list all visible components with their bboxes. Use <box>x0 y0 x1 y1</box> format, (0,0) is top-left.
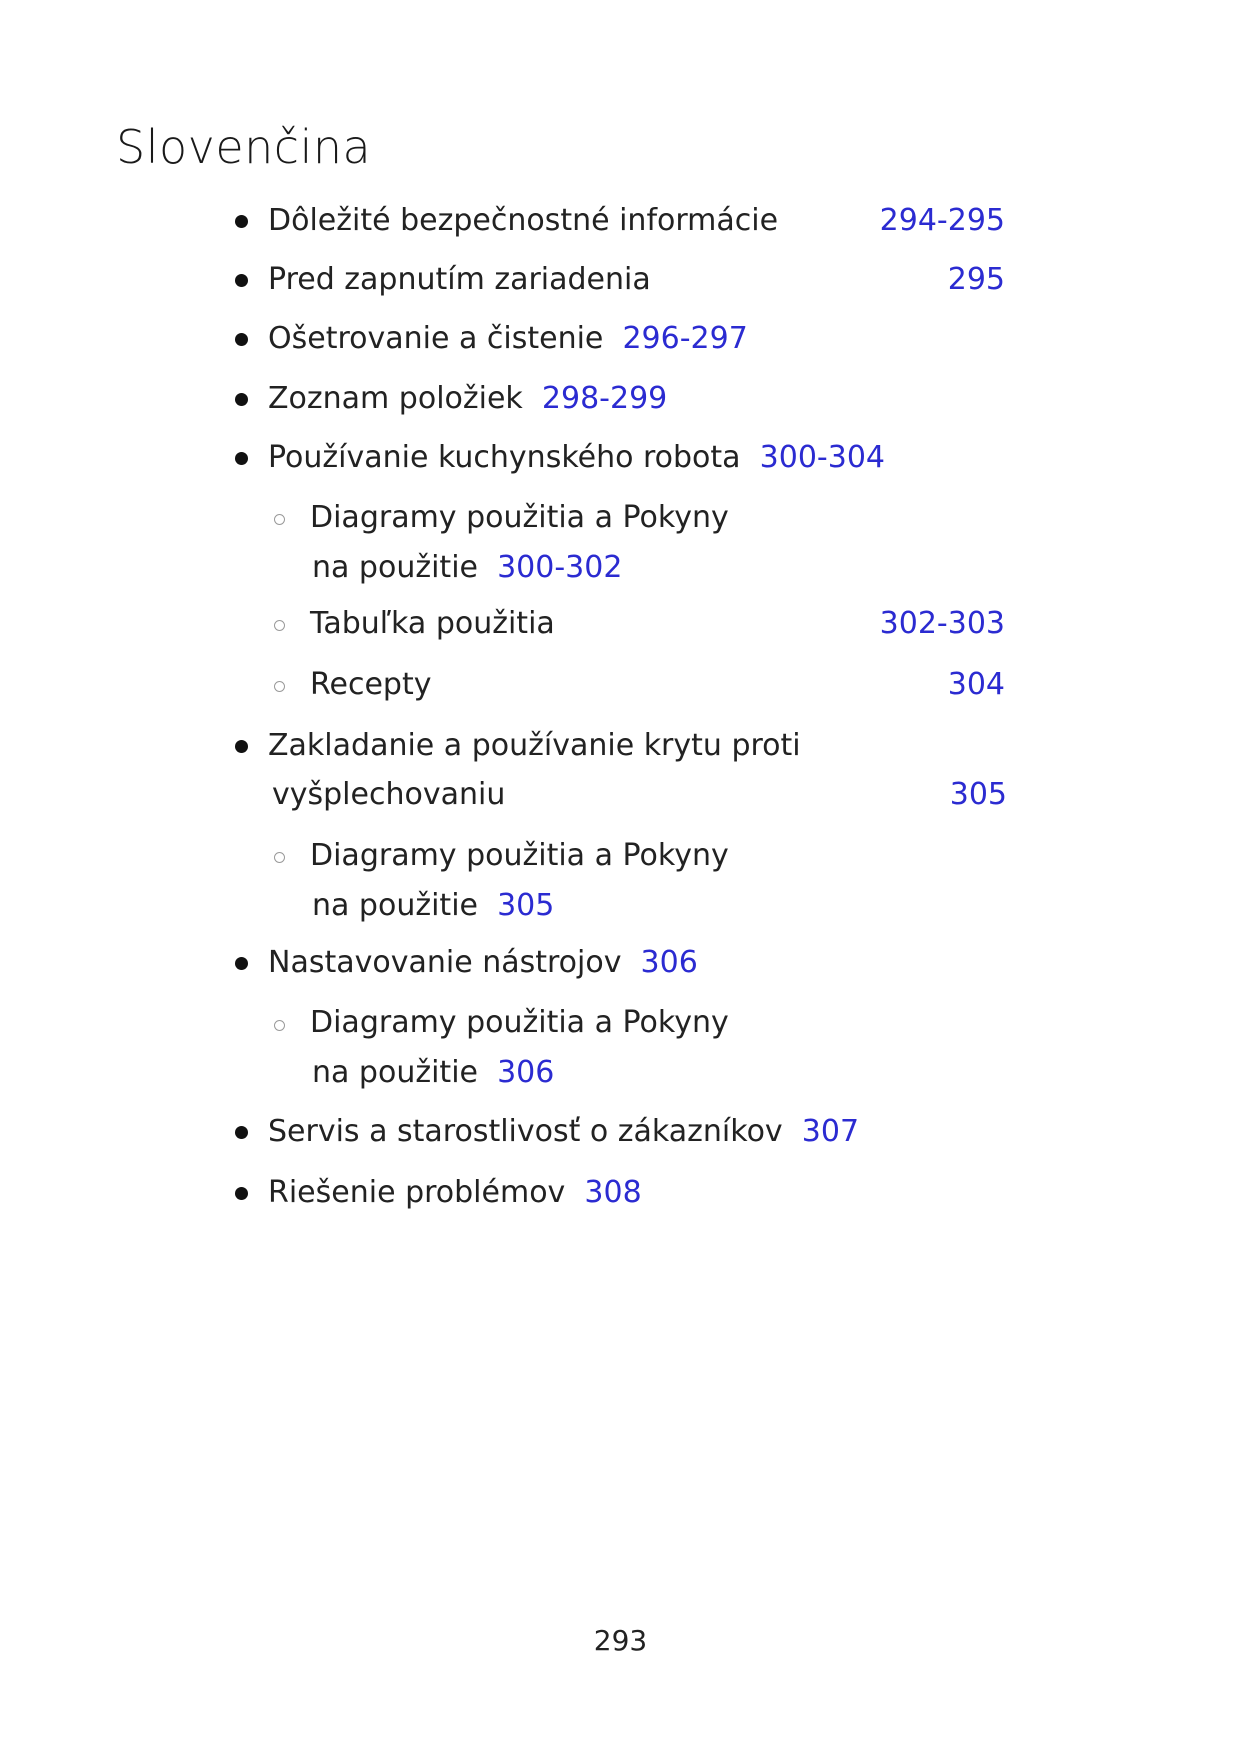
bullet-icon <box>235 957 248 970</box>
toc-item-page[interactable]: 300-304 <box>759 440 885 475</box>
toc-item-page[interactable]: 300-302 <box>497 550 623 585</box>
toc-item-label: Pred zapnutím zariadenia <box>268 262 651 297</box>
toc-item-page[interactable]: 305 <box>497 888 555 923</box>
toc-subitem <box>312 550 622 586</box>
toc-item-page[interactable]: 302-303 <box>879 606 1005 641</box>
toc-item-label: Zoznam položiek <box>268 381 523 416</box>
sub-bullet-icon <box>274 852 285 863</box>
bullet-icon <box>235 452 248 465</box>
toc-item-label-2: vyšplechovaniu <box>272 777 506 812</box>
toc-subitem-label-2: na použitie <box>312 550 478 585</box>
toc-item-page[interactable]: 295 <box>947 262 1005 297</box>
toc-item <box>268 945 698 981</box>
toc-item-label: Riešenie problémov <box>268 1175 566 1210</box>
toc-item-page[interactable]: 296-297 <box>622 321 748 356</box>
toc-item <box>268 1114 859 1150</box>
sub-bullet-icon <box>274 514 285 525</box>
toc-item-label: Ošetrovanie a čistenie <box>268 321 604 356</box>
toc-item-label: Dôležité bezpečnostné informácie <box>268 203 779 238</box>
bullet-icon <box>235 215 248 228</box>
toc-item-label: Nastavovanie nástrojov <box>268 945 622 980</box>
toc-item-label: Servis a starostlivosť o zákazníkov <box>268 1114 783 1149</box>
toc-item-page[interactable]: 306 <box>640 945 698 980</box>
sub-bullet-icon <box>274 620 285 631</box>
toc-item-label: Zakladanie a používanie krytu proti <box>268 728 801 763</box>
toc-item <box>268 321 748 357</box>
toc-item-page[interactable]: 305 <box>949 777 1007 812</box>
toc-item-page[interactable]: 304 <box>947 667 1005 702</box>
toc-item-page[interactable]: 306 <box>497 1055 555 1090</box>
page-number: 293 <box>593 1624 648 1657</box>
toc-subitem-label-2: na použitie <box>312 888 478 923</box>
toc-subitem-label: Diagramy použitia a Pokyny <box>310 838 729 873</box>
bullet-icon <box>235 393 248 406</box>
bullet-icon <box>235 1126 248 1139</box>
toc-subitem <box>312 1055 554 1091</box>
toc-subitem-label: Diagramy použitia a Pokyny <box>310 1005 729 1040</box>
toc-subitem-label: Tabuľka použitia <box>310 606 555 641</box>
toc-item <box>268 440 885 476</box>
page-title: Slovenčina <box>116 120 372 174</box>
bullet-icon <box>235 274 248 287</box>
sub-bullet-icon <box>274 1020 285 1031</box>
toc-item-label: Používanie kuchynského robota <box>268 440 741 475</box>
toc-item <box>268 1175 642 1211</box>
toc-item-page[interactable]: 298-299 <box>541 381 668 416</box>
toc-subitem-label: Recepty <box>310 667 432 702</box>
toc-item-page[interactable]: 294-295 <box>879 203 1005 238</box>
sub-bullet-icon <box>274 681 285 692</box>
toc-subitem-label-2: na použitie <box>312 1055 478 1090</box>
toc-item-page[interactable]: 307 <box>801 1114 860 1149</box>
toc-subitem-label: Diagramy použitia a Pokyny <box>310 500 729 535</box>
bullet-icon <box>235 740 248 753</box>
bullet-icon <box>235 1187 248 1200</box>
toc-subitem <box>312 888 554 924</box>
toc-item-page[interactable]: 308 <box>584 1175 642 1210</box>
toc-item <box>268 381 667 417</box>
bullet-icon <box>235 333 248 346</box>
